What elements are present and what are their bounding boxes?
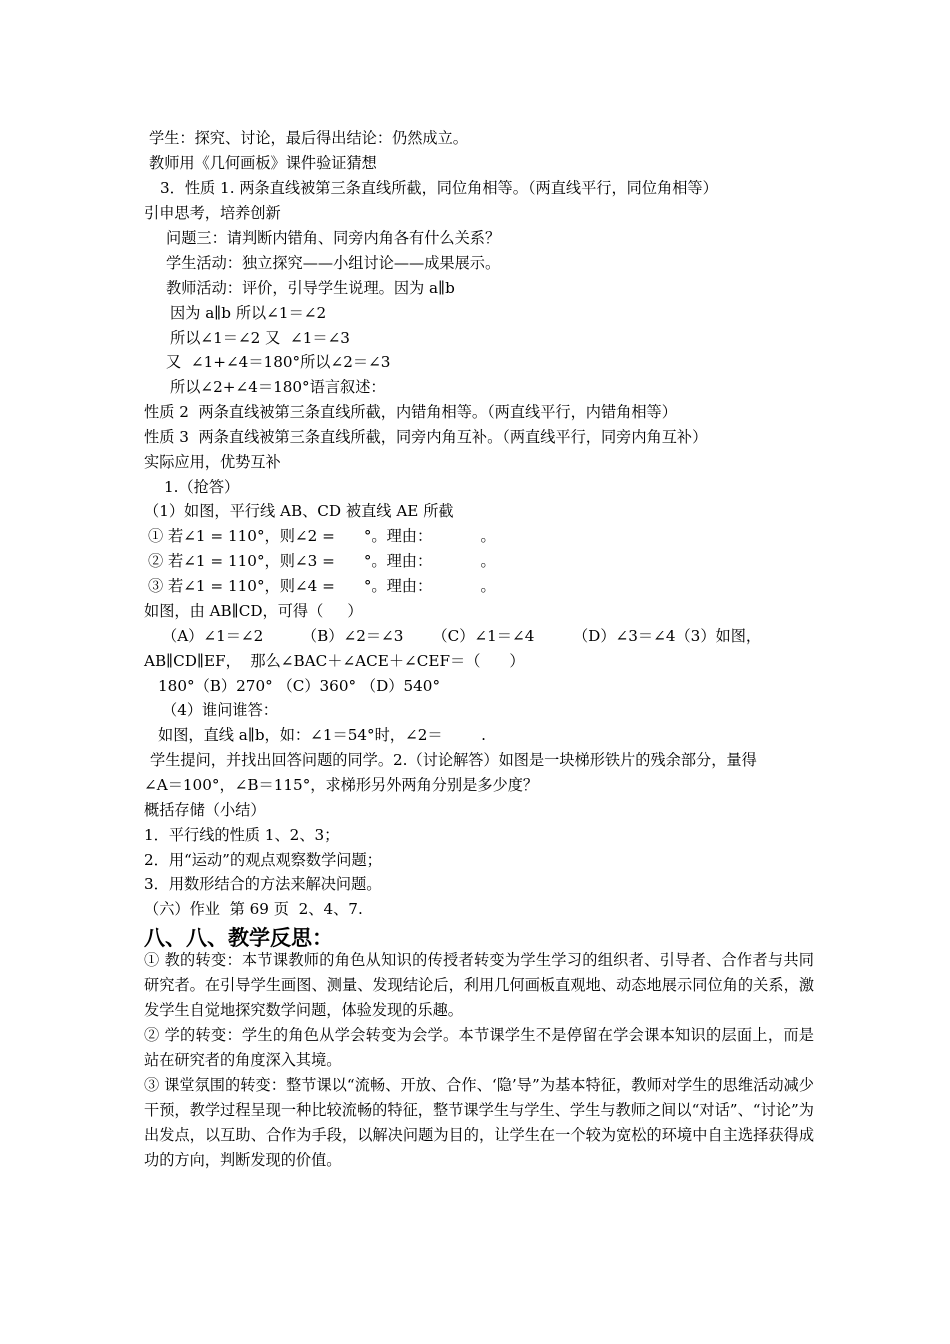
text-line: 如图，由 AB∥CD，可得（ ） bbox=[144, 602, 363, 620]
text-line: 性质 2 两条直线被第三条直线所截，内错角相等。（两直线平行，内错角相等） bbox=[144, 403, 677, 421]
text-line: ∠A＝100°，∠B＝115°，求梯形另外两角分别是多少度？ bbox=[144, 776, 539, 794]
text-line: 180°（B）270° （C）360° （D）540° bbox=[158, 677, 441, 695]
text-line: 教师用《几何画板》课件验证猜想 bbox=[149, 154, 377, 172]
text-line: （A）∠1＝∠2 （B）∠2＝∠3 （C）∠1＝∠4 （D）∠3＝∠4（3）如图， bbox=[162, 627, 762, 645]
text-line: 1．平行线的性质 1、2、3； bbox=[144, 826, 340, 844]
text-line: 引申思考，培养创新 bbox=[144, 204, 281, 222]
text-line: ① 若∠1 = 110°，则∠2 = °。理由： 。 bbox=[148, 527, 496, 545]
section-heading: 八、八、教学反思： bbox=[144, 925, 333, 950]
text-line: 学生提问，并找出回答问题的同学。2.（讨论解答）如图是一块梯形铁片的残余部分，量得 bbox=[150, 751, 757, 769]
text-line: （六）作业 第 69 页 2、4、7. bbox=[144, 900, 363, 918]
text-line: 2．用“运动”的观点观察数学问题； bbox=[144, 851, 382, 869]
text-line: 1.（抢答） bbox=[164, 478, 240, 496]
text-line: 因为 a∥b 所以∠1＝∠2 bbox=[170, 304, 327, 322]
text-line: 3．用数形结合的方法来解决问题。 bbox=[144, 875, 382, 893]
text-line: 3．性质 1. 两条直线被第三条直线所截，同位角相等。（两直线平行，同位角相等） bbox=[160, 179, 718, 197]
text-line: 性质 3 两条直线被第三条直线所截，同旁内角互补。（两直线平行，同旁内角互补） bbox=[144, 428, 708, 446]
text-line: 所以∠1＝∠2 又 ∠1＝∠3 bbox=[170, 329, 350, 347]
text-line: 实际应用，优势互补 bbox=[144, 453, 281, 471]
text-line: 又 ∠1+∠4＝180°所以∠2＝∠3 bbox=[166, 353, 391, 371]
reflection-paragraph: ② 学的转变：学生的角色从学会转变为会学。本节课学生不是停留在学会课本知识的层面上，而是站在研究者的角度深入其境。 bbox=[144, 1026, 814, 1069]
reflection-paragraph: ③ 课堂氛围的转变：整节课以“流畅、开放、合作、‘隐’导”为基本特征，教师对学生的思维活动减少干预，教学过程呈现一种比较流畅的特征，整节课学生与学生、学生与教师之间以“对话”、“讨论”为出发点，以互助、合作为手段，以解决问题为目的，让学生在一个较为宽松的环境中自主选择获得成功的方向，判断发现的价值。 bbox=[144, 1076, 814, 1169]
text-line: ③ 若∠1 = 110°，则∠4 = °。理由： 。 bbox=[148, 577, 496, 595]
text-line: （1）如图，平行线 AB、CD 被直线 AE 所截 bbox=[144, 502, 454, 520]
text-line: 概括存储（小结） bbox=[144, 801, 266, 819]
text-line: （4）谁问谁答： bbox=[162, 701, 278, 719]
text-line: 如图，直线 a∥b，如：∠1＝54°时，∠2＝ . bbox=[158, 726, 487, 744]
text-line: ② 若∠1 = 110°，则∠3 = °。理由： 。 bbox=[148, 552, 496, 570]
text-line: AB∥CD∥EF， 那么∠BAC＋∠ACE＋∠CEF＝（ ） bbox=[144, 652, 525, 670]
text-line: 学生：探究、讨论，最后得出结论：仍然成立。 bbox=[149, 129, 468, 147]
text-line: 教师活动：评价，引导学生说理。因为 a∥b bbox=[166, 279, 455, 297]
text-line: 问题三：请判断内错角、同旁内角各有什么关系？ bbox=[166, 229, 501, 247]
text-line: 所以∠2+∠4＝180°语言叙述： bbox=[170, 378, 386, 396]
reflection-paragraph: ① 教的转变：本节课教师的角色从知识的传授者转变为学生学习的组织者、引导者、合作者与共同研究者。在引导学生画图、测量、发现结论后，利用几何画板直观地、动态地展示同位角的关系，激发学生自觉地探究数学问题，体验发现的乐趣。 bbox=[144, 951, 814, 1019]
text-line: 学生活动：独立探究——小组讨论——成果展示。 bbox=[166, 254, 501, 272]
